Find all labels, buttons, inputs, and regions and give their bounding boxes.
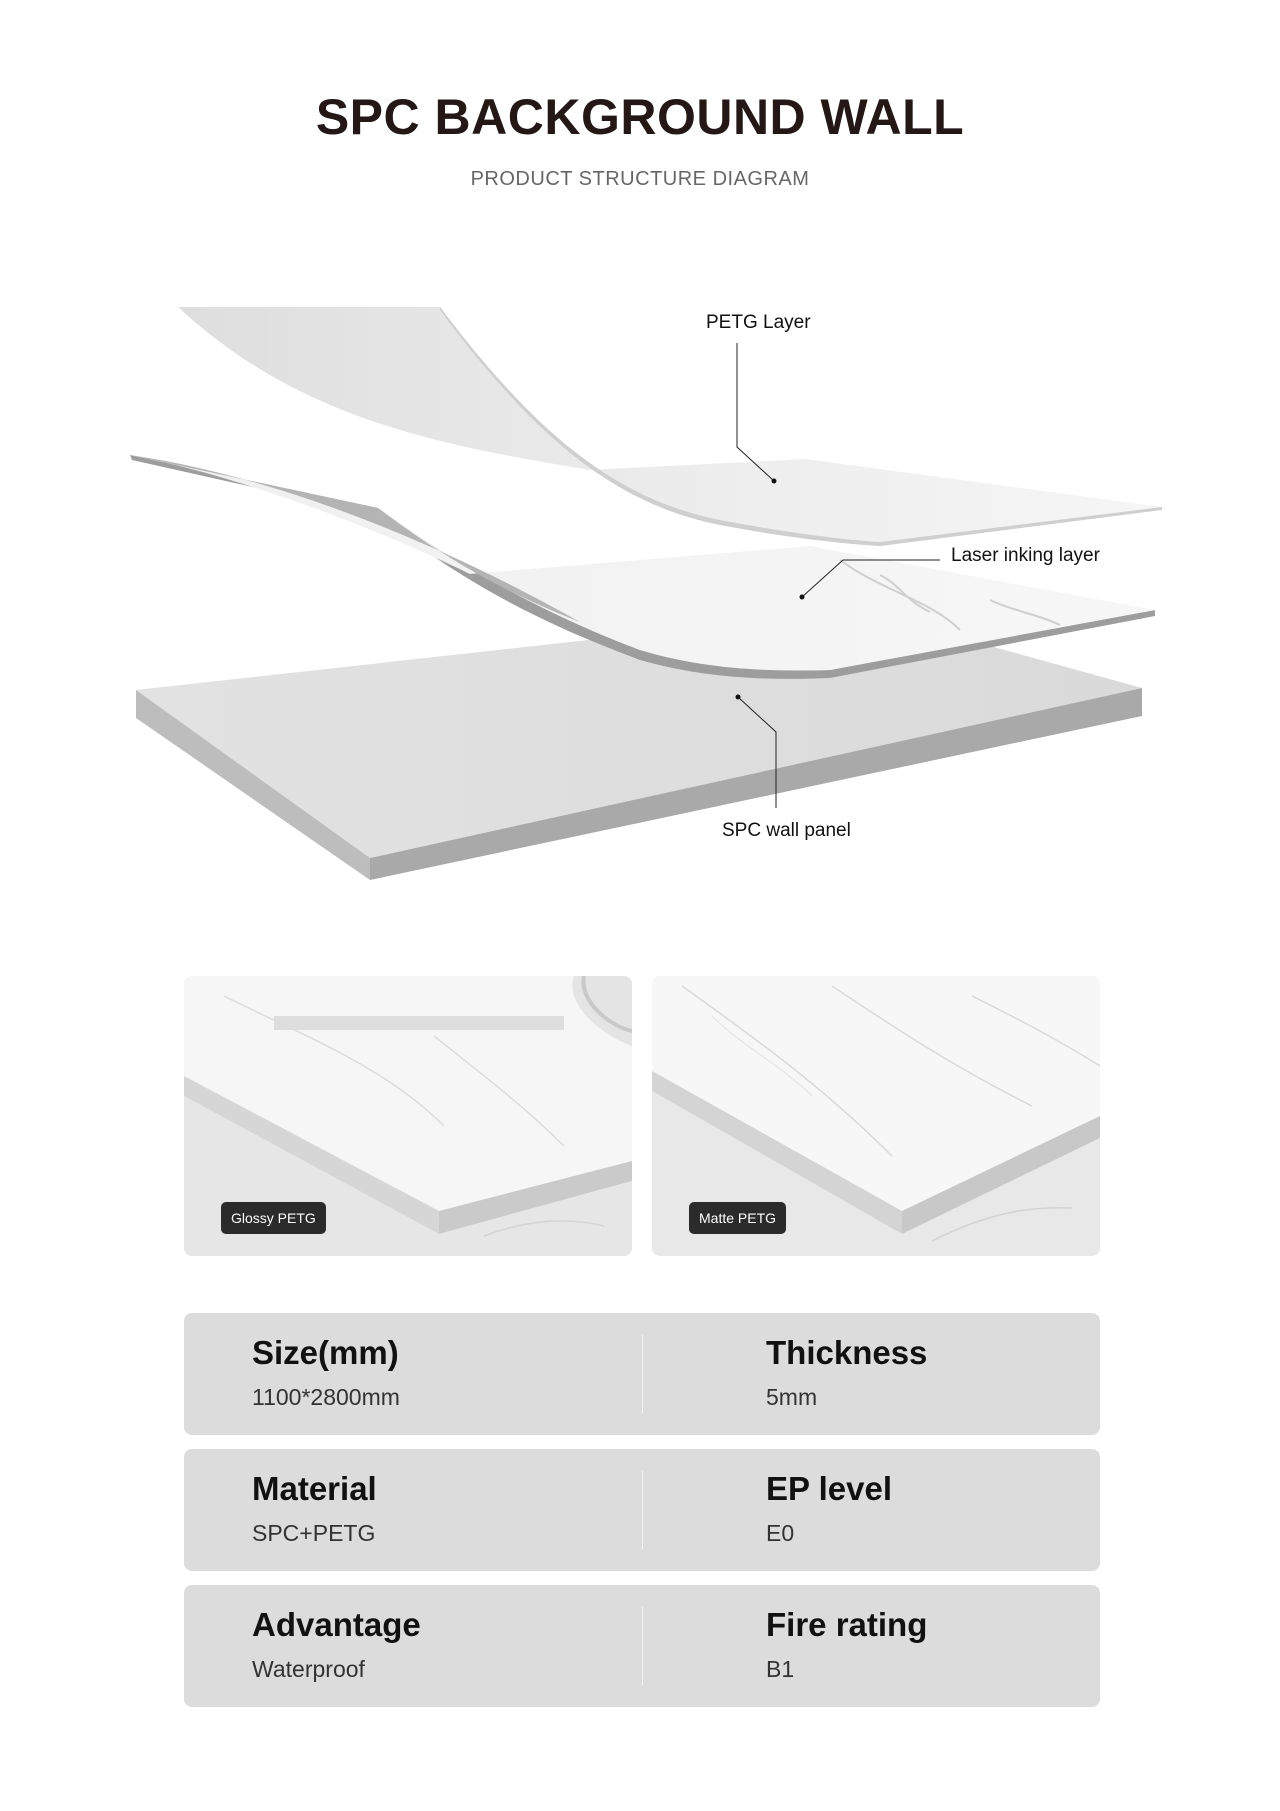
petg-layer-point <box>772 479 777 484</box>
callout-petg-layer: PETG Layer <box>706 312 811 333</box>
spec-value: 5mm <box>766 1384 818 1410</box>
structure-diagram <box>0 270 1280 900</box>
spc-panel-point <box>736 695 741 700</box>
callout-spc-wall-panel: SPC wall panel <box>722 820 851 841</box>
spec-row-advantage-fire <box>184 1585 1100 1707</box>
laser-inking-point <box>800 595 805 600</box>
spec-advantage <box>252 1605 421 1683</box>
glossy-petg-badge: Glossy PETG <box>221 1202 326 1234</box>
callout-laser-inking-layer: Laser inking layer <box>951 545 1100 566</box>
spec-label: Material <box>252 1470 377 1507</box>
page-title: SPC BACKGROUND WALL <box>315 89 965 145</box>
spec-divider <box>642 1471 643 1549</box>
spec-label: Size(mm) <box>252 1334 399 1371</box>
spec-value: B1 <box>766 1656 795 1682</box>
spec-size <box>252 1333 400 1411</box>
spec-material <box>252 1469 377 1547</box>
spec-value: Waterproof <box>252 1656 365 1682</box>
spec-value: E0 <box>766 1520 795 1546</box>
spec-label: EP level <box>766 1470 892 1507</box>
spec-ep-level <box>766 1469 892 1547</box>
spec-value: SPC+PETG <box>252 1520 376 1546</box>
spec-divider <box>642 1607 643 1685</box>
spec-divider <box>642 1335 643 1413</box>
spec-thickness <box>766 1333 927 1411</box>
spec-label: Advantage <box>252 1606 421 1643</box>
spec-fire-rating <box>766 1605 927 1683</box>
spec-row-material-ep <box>184 1449 1100 1571</box>
spec-value: 1100*2800mm <box>252 1384 400 1410</box>
matte-petg-sample <box>652 976 1100 1256</box>
spec-label: Thickness <box>766 1334 928 1371</box>
matte-petg-badge: Matte PETG <box>689 1202 786 1234</box>
page-subtitle: PRODUCT STRUCTURE DIAGRAM <box>470 168 810 190</box>
spec-label: Fire rating <box>766 1606 928 1643</box>
spec-row-size-thickness <box>184 1313 1100 1435</box>
glossy-petg-sample <box>184 976 632 1256</box>
